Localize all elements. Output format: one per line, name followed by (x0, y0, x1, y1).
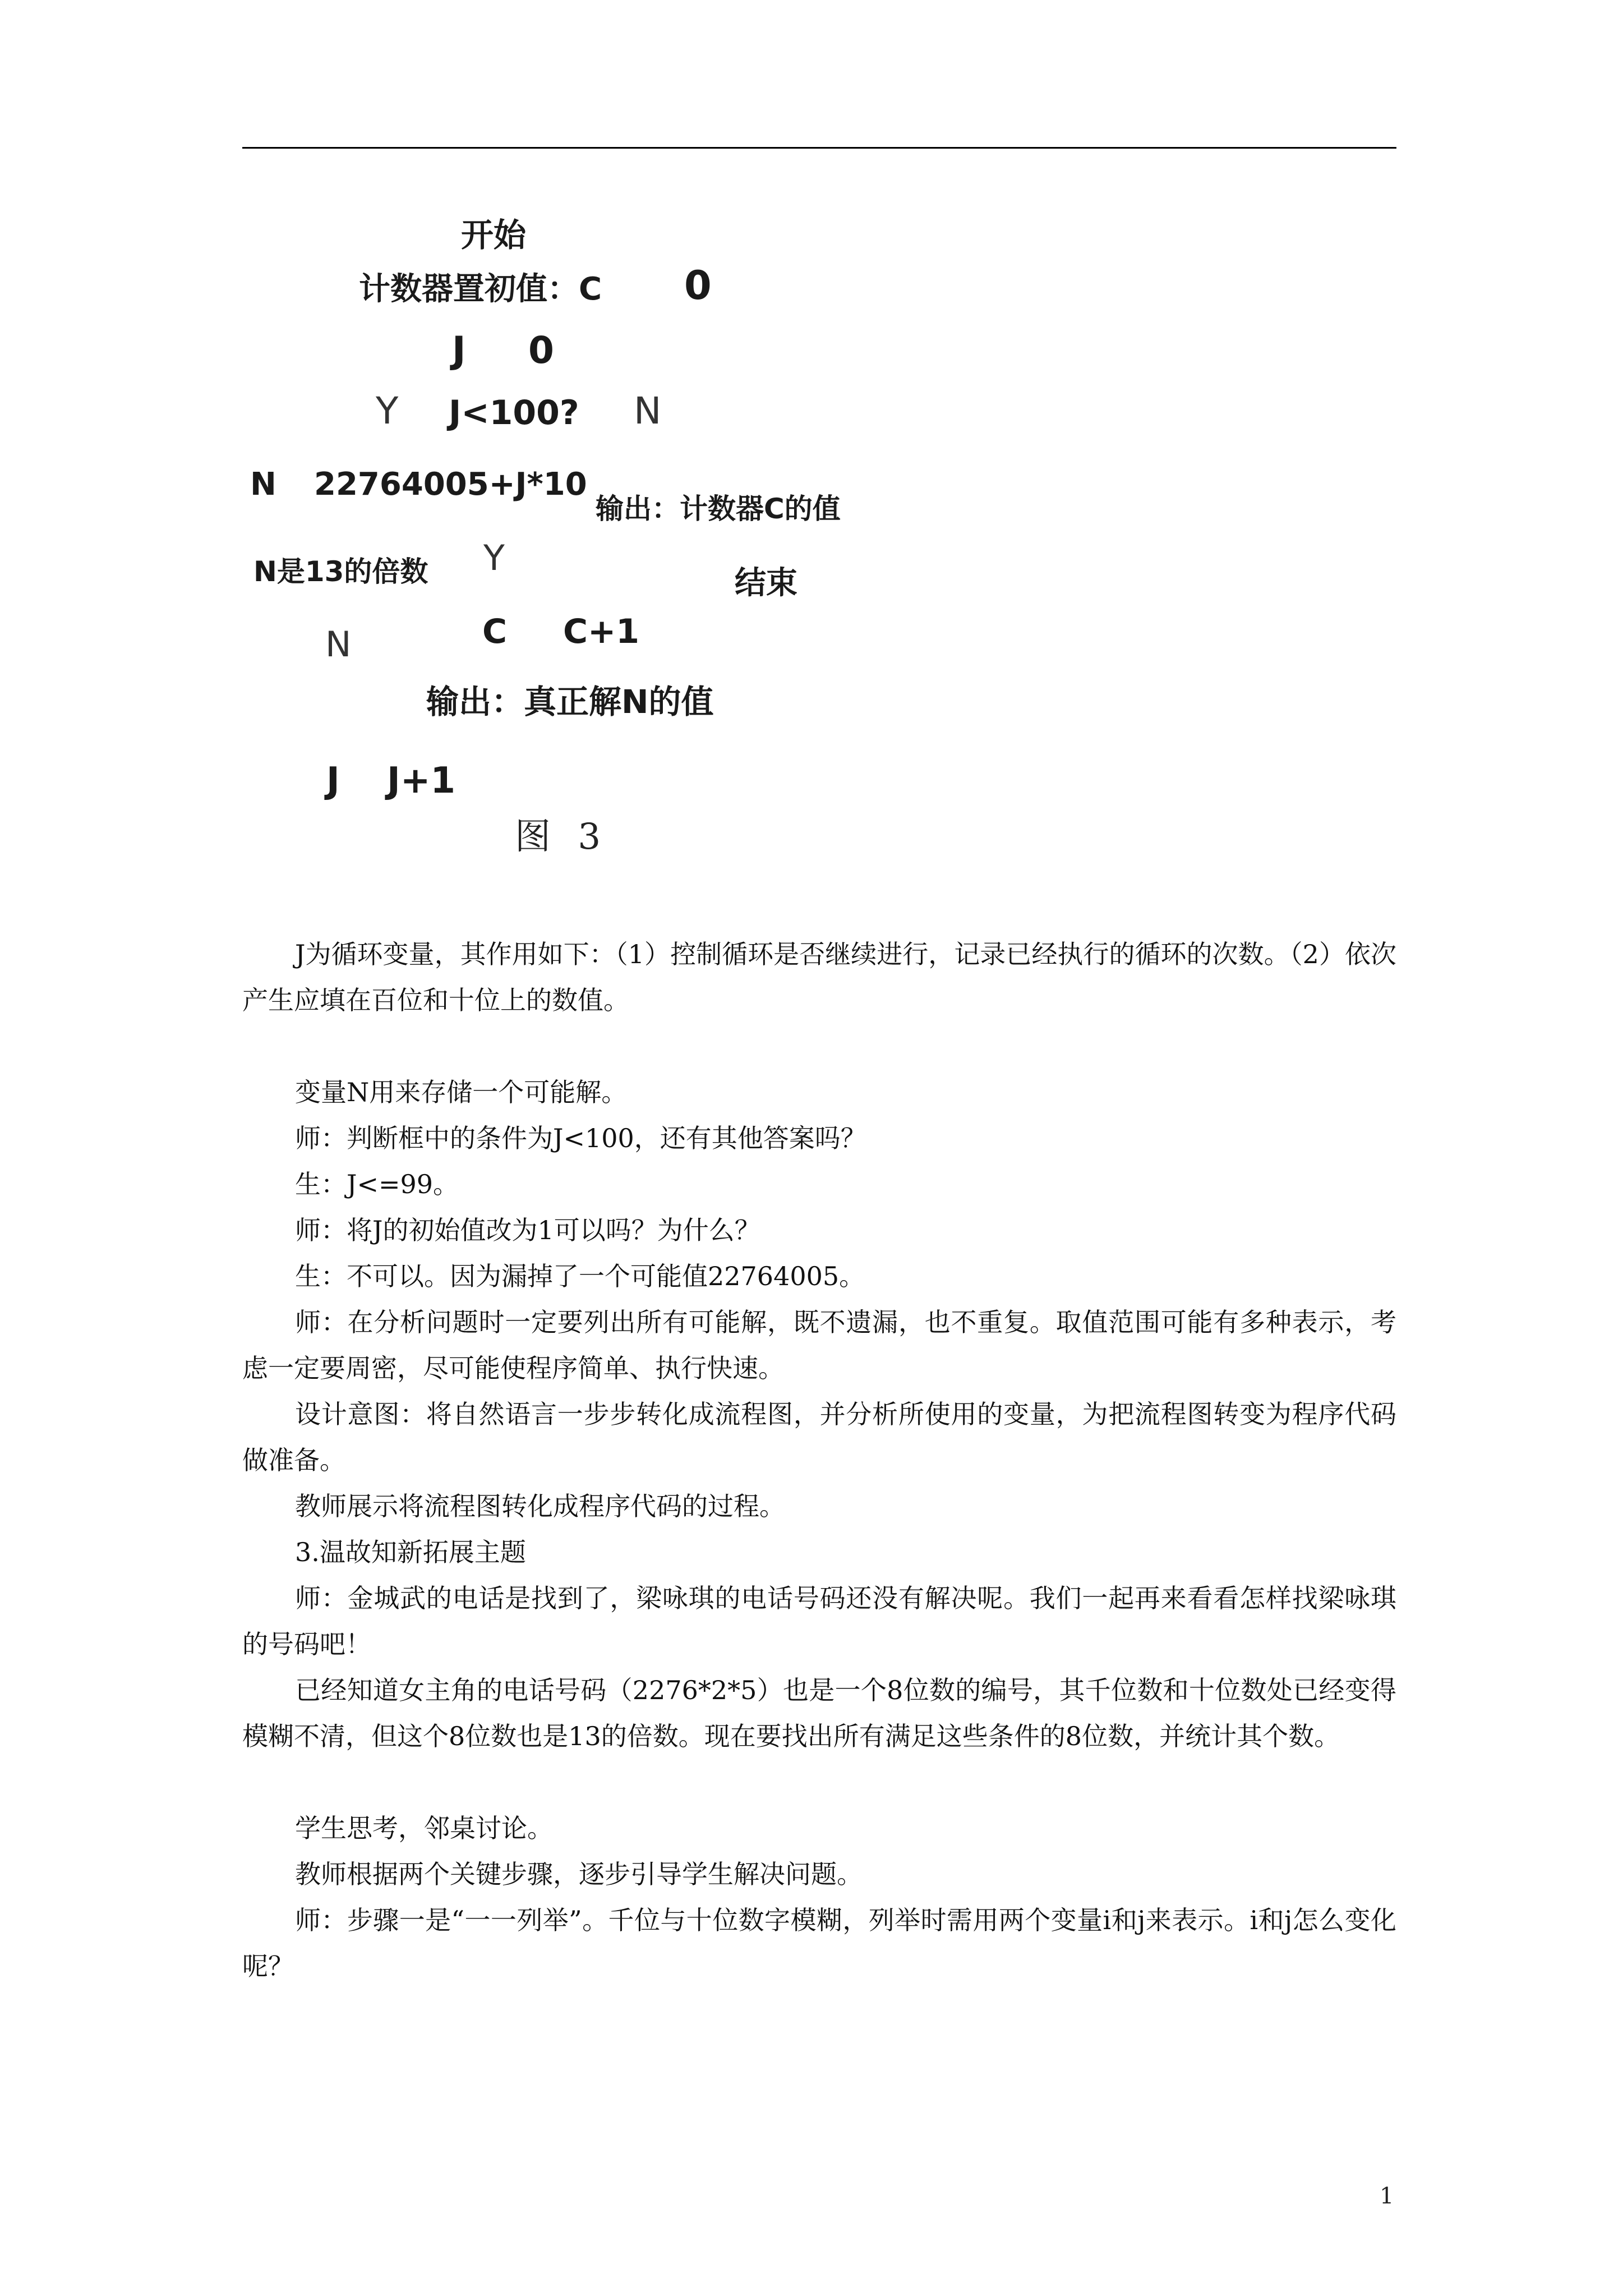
paragraph-teacher-condition: 师：判断框中的条件为J<100，还有其他答案吗？ (295, 1123, 866, 1153)
paragraph-j-loop-variable: J为循环变量，其作用如下：（1）控制循环是否继续进行，记录已经执行的循环的次数。（2）依次产生应填在百位和十位上的数值。 (242, 939, 1396, 1015)
section-heading: 3.温故知新拓展主题 (295, 1537, 526, 1567)
flowchart-counter-init: 计数器置初值：C (359, 271, 602, 307)
paragraph-teacher-phone: 师：金城武的电话是找到了，梁咏琪的电话号码还没有解决呢。我们一起再来看看怎样找梁咏琪的号码吧！ (242, 1583, 1396, 1659)
header-rule (242, 147, 1396, 149)
flowchart-n-formula: 22764005+J*10 (314, 466, 587, 503)
paragraph-design-intent: 设计意图：将自然语言一步步转化成流程图，并分析所使用的变量，为把流程图转变为程序代码做准备。 (242, 1399, 1396, 1475)
paragraph-student-answer-2: 生：不可以。因为漏掉了一个可能值22764005。 (295, 1261, 865, 1291)
paragraph-step-one: 师：步骤一是“一一列举”。千位与十位数字模糊，列举时需用两个变量i和j来表示。i和j怎么变化呢？ (242, 1905, 1396, 1981)
flowchart-multiple-check: N是13的倍数 (253, 555, 428, 588)
flowchart-j-init-value: 0 (528, 329, 554, 372)
flowchart-figure (241, 208, 970, 881)
flowchart-j-init-label: J (452, 329, 466, 372)
paragraph-teacher-guidance: 教师根据两个关键步骤，逐步引导学生解决问题。 (295, 1859, 863, 1889)
flowchart-c-label: C (482, 612, 508, 651)
flowchart-yes-mid: Y (483, 537, 505, 578)
paragraph-student-discussion: 学生思考，邻桌讨论。 (295, 1813, 553, 1843)
flowchart-condition: J<100? (449, 393, 579, 432)
flowchart-n-label: N (250, 466, 276, 503)
figure-caption: 图 3 (515, 816, 609, 858)
paragraph-student-answer-1: 生：J<=99。 (295, 1169, 459, 1199)
flowchart-no-lower: N (325, 624, 352, 665)
paragraph-teacher-demo: 教师展示将流程图转化成程序代码的过程。 (295, 1491, 785, 1521)
flowchart-counter-init-value: 0 (684, 263, 712, 309)
flowchart-output-counter: 输出：计数器C的值 (596, 493, 841, 525)
paragraph-teacher-analysis: 师：在分析问题时一定要列出所有可能解，既不遗漏，也不重复。取值范围可能有多种表示，考虑一定要周密，尽可能使程序简单、执行快速。 (242, 1307, 1396, 1383)
paragraph-teacher-initial-value: 师：将J的初始值改为1可以吗？为什么？ (295, 1215, 760, 1245)
flowchart-c-expr: C+1 (563, 612, 640, 651)
flowchart-yes-left: Y (376, 389, 399, 432)
flowchart-end: 结束 (735, 565, 797, 601)
page-number: 1 (1380, 2183, 1394, 2209)
flowchart-start: 开始 (461, 216, 527, 254)
paragraph-variable-n: 变量N用来存储一个可能解。 (295, 1077, 628, 1107)
flowchart-j-expr: J+1 (387, 760, 455, 802)
flowchart-no-right: N (634, 389, 662, 432)
flowchart-j-bottom-label: J (326, 760, 340, 802)
paragraph-problem-statement: 已经知道女主角的电话号码（2276*2*5）也是一个8位数的编号，其千位数和十位数处已经变得模糊不清，但这个8位数也是13的倍数。现在要找出所有满足这些条件的8位数，并统计其个数。 (242, 1675, 1396, 1751)
flowchart-output-solution: 输出：真正解N的值 (426, 683, 714, 721)
